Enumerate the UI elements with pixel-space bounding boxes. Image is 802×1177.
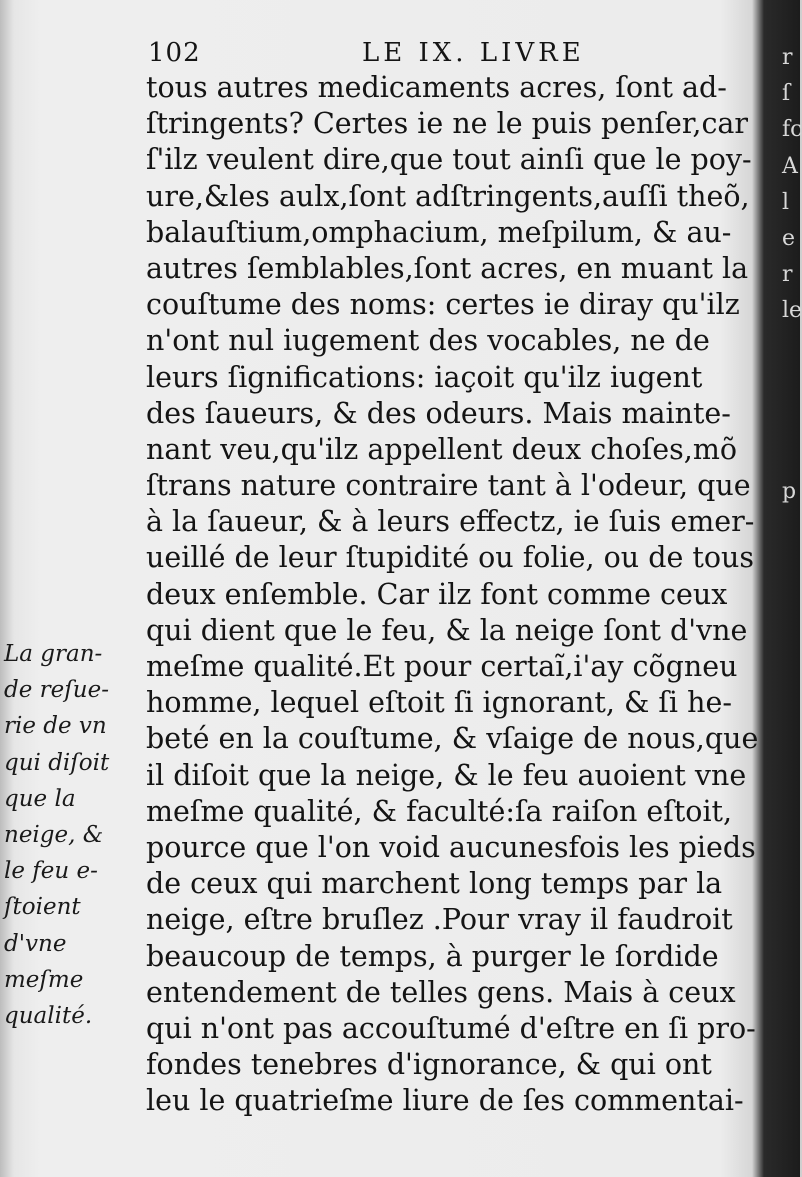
margin-note-line: neige, & [4, 821, 104, 848]
edge-fragment: p [782, 479, 797, 505]
edge-fragment: A [782, 153, 798, 179]
margin-note-line: d'vne [4, 930, 67, 957]
margin-note-line: de reſue- [4, 677, 109, 704]
edge-fragment [782, 330, 800, 366]
edge-fragment: r [782, 45, 793, 70]
text-line: nant veu,qu'ilz appellent deux choſes,mõ [146, 432, 737, 466]
edge-fragment: le [782, 298, 802, 324]
page-number: 102 [148, 38, 201, 68]
margin-note-line: rie de vn [4, 713, 107, 740]
text-line: beaucoup de temps, à purger le ſordide [146, 939, 719, 973]
text-line: meſme qualité, & faculté:ſa raiſon eſtoit, [146, 794, 733, 828]
text-line: n'ont nul iugement des vocables, ne de [146, 324, 710, 358]
body-text [146, 70, 762, 1119]
facing-page-edge [782, 40, 800, 510]
text-line: pource que l'on void aucunesfois les pieds [146, 830, 756, 864]
text-line: ueillé de leur ſtupidité ou folie, ou de tous [146, 541, 754, 575]
text-line: à la ſaueur, & à leurs effectz, ie ſuis emer- [146, 505, 755, 539]
margin-note-line: le feu e- [4, 858, 98, 885]
margin-note-line: ſtoient [4, 894, 81, 921]
margin-note-line: meſme [4, 966, 84, 993]
margin-note-line: qui diſoit [4, 749, 110, 776]
margin-note-line: La gran- [4, 641, 103, 667]
edge-fragment: e [782, 225, 796, 251]
text-line: couſtume des noms: certes ie diray qu'ilz [146, 288, 740, 322]
edge-fragment: r [782, 262, 793, 288]
text-line: entendement de telles gens. Mais à ceux [146, 975, 736, 1009]
text-line: ſtringents? Certes ie ne le puis penſer,car [146, 107, 749, 141]
text-line: autres ſemblables,ſont acres, en muant la [146, 251, 749, 285]
margin-note-line: que la [4, 785, 76, 812]
text-line: leu le quatrieſme liure de ſes commentai- [146, 1084, 744, 1118]
text-line: ſtrans nature contraire tant à l'odeur, que [146, 469, 751, 503]
text-line: balauſtium,omphacium, meſpilum, & au- [146, 215, 732, 249]
text-line: homme, lequel eſtoit ſi ignorant, & ſi he- [146, 686, 732, 720]
margin-note-line: qualité. [4, 1002, 93, 1029]
text-line: qui n'ont pas accouſtumé d'eſtre en ſi pro- [146, 1011, 756, 1045]
edge-fragment: l [782, 189, 790, 215]
text-line: tous autres medicaments acres, ſont ad- [146, 71, 727, 104]
text-line: leurs ſignifications: iaçoit qu'ilz iugent [146, 360, 703, 394]
text-line: des ſaueurs, & des odeurs. Mais mainte- [146, 396, 731, 430]
text-line: ſ'ilz veulent dire,que tout ainſi que le poy- [146, 143, 752, 177]
page-header [148, 38, 758, 70]
edge-fragment: ſ [782, 81, 791, 107]
text-line: meſme qualité.Et pour certaĩ,i'ay cõgneu [146, 650, 738, 683]
text-line: de ceux qui marchent long temps par la [146, 867, 723, 901]
edge-fragment [782, 438, 800, 474]
text-line: ure,&les aulx,ſont adſtringents,auſſi theõ, [146, 179, 750, 213]
edge-fragment [782, 366, 800, 402]
margin-note [4, 636, 146, 1034]
text-line: qui dient que le feu, & la neige ſont d'vne [146, 613, 748, 647]
edge-fragment: fc [782, 117, 802, 143]
text-line: deux enſemble. Car ilz font comme ceux [146, 577, 728, 611]
running-head: LE IX. LIVRE [362, 38, 585, 68]
text-line: il diſoit que la neige, & le feu auoient vne [146, 758, 747, 792]
text-line: neige, eſtre bruſlez .Pour vray il faudroit [146, 903, 733, 937]
edge-fragment [782, 402, 800, 438]
text-line: beté en la couſtume, & vſaige de nous,que [146, 722, 759, 756]
text-line: fondes tenebres d'ignorance, & qui ont [146, 1048, 712, 1082]
